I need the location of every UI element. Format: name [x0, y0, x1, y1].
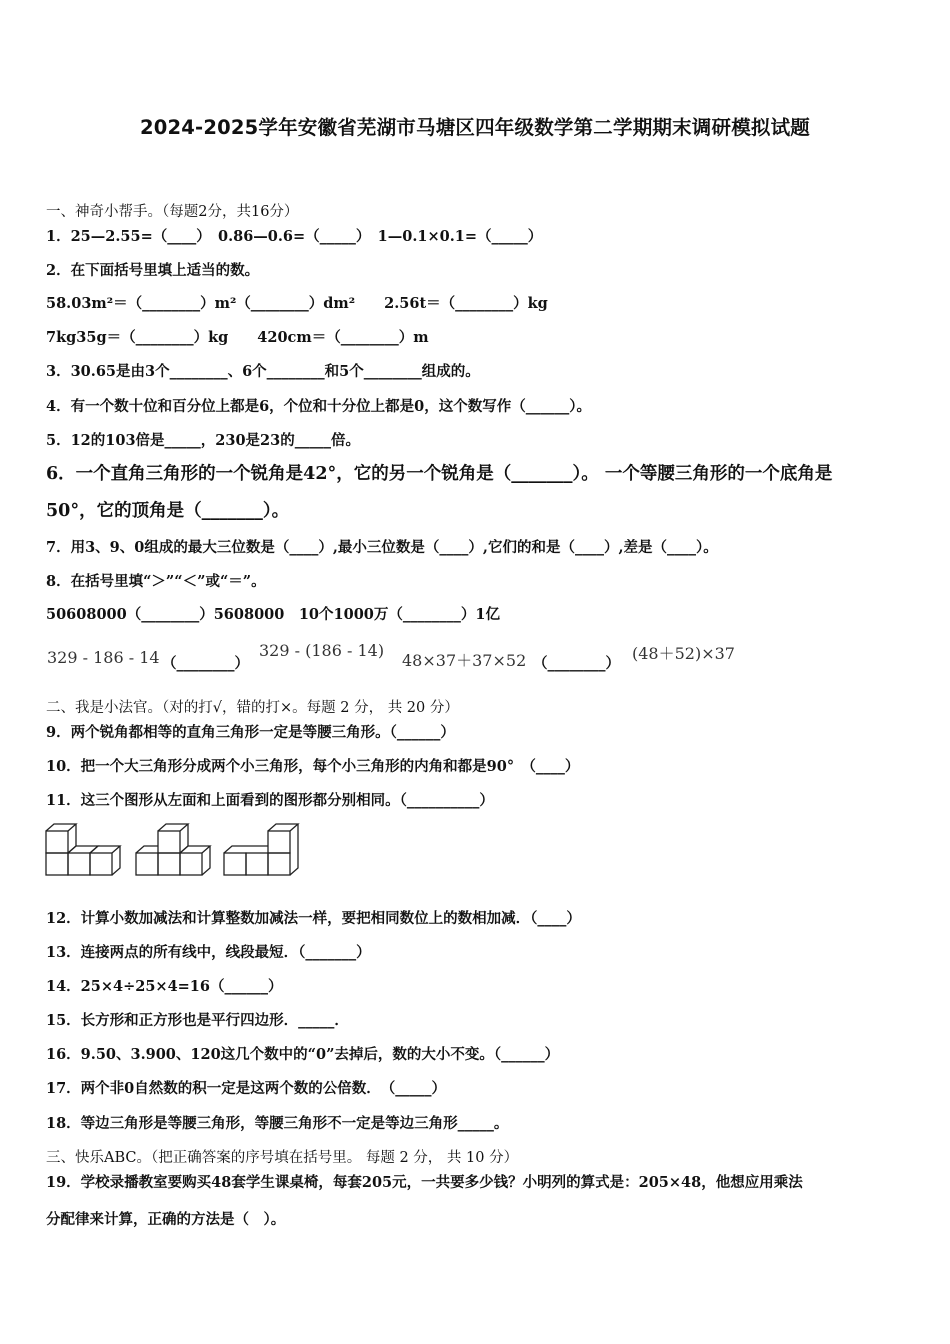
question-11: 11．这三个图形从左面和上面看到的图形都分别相同。（__________）: [46, 792, 494, 809]
compare-blank-1: （________）: [162, 655, 249, 672]
question-16: 16．9.50、3.900、120这几个数中的“0”去掉后，数的大小不变。（______）: [46, 1046, 560, 1063]
question-13: 13．连接两点的所有线中，线段最短．（_______）: [46, 944, 371, 961]
question-6-line-a: 6．一个直角三角形的一个锐角是42°，它的另一个锐角是（_______）。 一个等腰三角形的一个底角是: [46, 464, 833, 484]
question-12: 12．计算小数加减法和计算整数加减法一样，要把相同数位上的数相加减．（____）: [46, 910, 581, 927]
question-17: 17．两个非0自然数的积一定是这两个数的公倍数． （_____）: [46, 1080, 447, 1097]
page-title: 2024-2025学年安徽省芜湖市马塘区四年级数学第二学期期末调研模拟试题: [139, 116, 811, 139]
question-9: 9．两个锐角都相等的直角三角形一定是等腰三角形。（______）: [46, 724, 455, 741]
question-2-line-a: 58.03m²＝（________）m²（________）dm² 2.56t＝（________）kg: [46, 295, 548, 312]
question-2: 2．在下面括号里填上适当的数。: [46, 262, 260, 279]
cube-figures-illustration: [44, 820, 304, 880]
question-6-line-b: 50°，它的顶角是（_______）。: [46, 501, 290, 521]
question-14: 14．25×4÷25×4=16（______）: [46, 978, 283, 995]
question-18: 18．等边三角形是等腰三角形，等腰三角形不一定是等边三角形_____。: [46, 1115, 509, 1132]
cube-figure-1: [46, 824, 120, 875]
expression-329-paren-186-14: 329 - (186 - 14): [259, 641, 385, 660]
section-3-heading: 三、快乐ABC。（把正确答案的序号填在括号里。 每题 2 分， 共 10 分）: [46, 1150, 519, 1166]
expression-329-186-14: 329 - 186 - 14: [47, 648, 160, 667]
question-19-line-a: 19．学校录播教室要购买48套学生课桌椅，每套205元，一共要多少钱？小明列的算式是：205×48，他想应用乘法: [46, 1174, 803, 1191]
question-2-line-b: 7kg35g＝（________）kg 420cm＝（________）m: [46, 329, 429, 346]
expression-48-plus-52-x37: (48＋52)×37: [632, 644, 735, 663]
question-15: 15．长方形和正方形也是平行四边形．_____．: [46, 1012, 349, 1029]
question-8-line-a: 50608000（________）5608000 10个1000万（________）1亿: [46, 606, 500, 623]
question-10: 10．把一个大三角形分成两个小三角形，每个小三角形的内角和都是90° （____）: [46, 758, 580, 775]
question-7: 7．用3、9、0组成的最大三位数是（____）,最小三位数是（____）,它们的和是（____）,差是（____）。: [46, 539, 718, 556]
cube-figure-3: [224, 824, 298, 875]
question-8: 8．在括号里填“＞”“＜”或“＝”。: [46, 573, 266, 590]
cube-figure-2: [136, 824, 210, 875]
question-1: 1．25—2.55=（____） 0.86—0.6=（_____） 1—0.1×0.1=（_____）: [46, 228, 543, 245]
section-1-heading: 一、神奇小帮手。（每题2分，共16分）: [46, 204, 299, 220]
question-3: 3．30.65是由3个________、6个________和5个________组成的。: [46, 363, 480, 380]
compare-blank-2: （________）: [533, 655, 620, 672]
question-19-line-b: 分配律来计算，正确的方法是（ ）。: [46, 1211, 286, 1228]
question-5: 5．12的103倍是_____，230是23的_____倍。: [46, 432, 360, 449]
question-4: 4．有一个数十位和百分位上都是6，个位和十分位上都是0，这个数写作（______）。: [46, 398, 592, 415]
section-2-heading: 二、我是小法官。（对的打√，错的打×。每题 2 分， 共 20 分）: [46, 700, 459, 716]
expression-48x37-plus-37x52: 48×37＋37×52: [402, 651, 527, 670]
